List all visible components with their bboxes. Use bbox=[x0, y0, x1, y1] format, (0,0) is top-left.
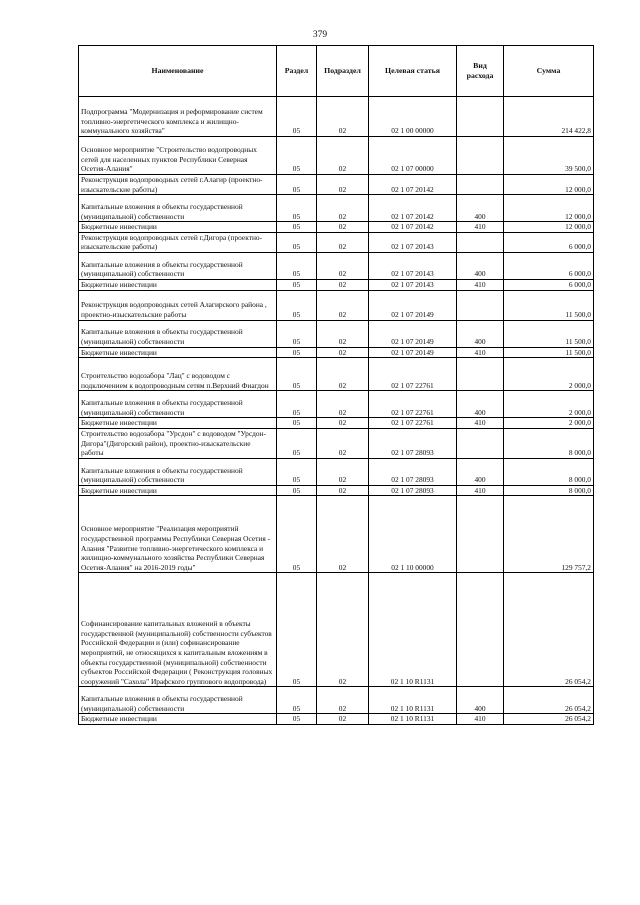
row-sum: 11 500,0 bbox=[504, 290, 594, 320]
table-row bbox=[79, 458, 594, 485]
table-row bbox=[79, 320, 594, 347]
row-target: 02 1 07 20143 bbox=[369, 279, 457, 290]
row-section: 05 bbox=[277, 485, 317, 496]
table-row bbox=[79, 418, 594, 429]
column-header-subsection: Подраздел bbox=[317, 46, 369, 97]
row-subsection: 02 bbox=[317, 428, 369, 458]
row-expense-type: 410 bbox=[457, 714, 504, 725]
table-row bbox=[79, 195, 594, 222]
row-name: Капитальные вложения в объекты государственной (муниципальной) собственности bbox=[79, 458, 277, 485]
row-target: 02 1 07 20149 bbox=[369, 347, 457, 358]
table-row bbox=[79, 137, 594, 175]
row-name: Бюджетные инвестиции bbox=[79, 714, 277, 725]
row-subsection: 02 bbox=[317, 222, 369, 233]
row-subsection: 02 bbox=[317, 391, 369, 418]
row-sum: 26 054,2 bbox=[504, 573, 594, 687]
table-row bbox=[79, 485, 594, 496]
row-subsection: 02 bbox=[317, 320, 369, 347]
row-section: 05 bbox=[277, 195, 317, 222]
row-target: 02 1 10 R1131 bbox=[369, 687, 457, 714]
row-name: Капитальные вложения в объекты государственной (муниципальной) собственности bbox=[79, 252, 277, 279]
table-row bbox=[79, 232, 594, 252]
row-name: Бюджетные инвестиции bbox=[79, 279, 277, 290]
row-name: Реконструкция водопроводных сетей г.Дигора (проектно-изыскательские работы) bbox=[79, 232, 277, 252]
row-sum: 11 500,0 bbox=[504, 347, 594, 358]
row-expense-type: 410 bbox=[457, 485, 504, 496]
row-section: 05 bbox=[277, 232, 317, 252]
row-name: Подпрограмма "Модернизация и реформирование систем топливно-энергетического комплекса и жилищно-коммунального хозяйства" bbox=[79, 97, 277, 137]
column-header-sum: Сумма bbox=[504, 46, 594, 97]
row-subsection: 02 bbox=[317, 573, 369, 687]
row-target: 02 1 07 20142 bbox=[369, 195, 457, 222]
row-section: 05 bbox=[277, 714, 317, 725]
row-target: 02 1 07 20149 bbox=[369, 290, 457, 320]
row-section: 05 bbox=[277, 320, 317, 347]
row-sum: 6 000,0 bbox=[504, 279, 594, 290]
row-name: Бюджетные инвестиции bbox=[79, 418, 277, 429]
row-expense-type bbox=[457, 137, 504, 175]
row-target: 02 1 07 22761 bbox=[369, 418, 457, 429]
budget-table bbox=[78, 45, 594, 725]
row-expense-type: 410 bbox=[457, 279, 504, 290]
table-row bbox=[79, 391, 594, 418]
row-section: 05 bbox=[277, 175, 317, 195]
row-sum: 214 422,8 bbox=[504, 97, 594, 137]
row-name: Бюджетные инвестиции bbox=[79, 222, 277, 233]
row-expense-type bbox=[457, 428, 504, 458]
row-name: Бюджетные инвестиции bbox=[79, 347, 277, 358]
row-section: 05 bbox=[277, 391, 317, 418]
row-subsection: 02 bbox=[317, 195, 369, 222]
row-expense-type bbox=[457, 232, 504, 252]
row-sum: 12 000,0 bbox=[504, 195, 594, 222]
row-expense-type bbox=[457, 290, 504, 320]
row-sum: 2 000,0 bbox=[504, 391, 594, 418]
table-row bbox=[79, 347, 594, 358]
row-subsection: 02 bbox=[317, 232, 369, 252]
column-header-name: Наименование bbox=[79, 46, 277, 97]
row-expense-type: 410 bbox=[457, 222, 504, 233]
table-row bbox=[79, 428, 594, 458]
row-subsection: 02 bbox=[317, 252, 369, 279]
row-expense-type: 410 bbox=[457, 418, 504, 429]
row-expense-type: 400 bbox=[457, 391, 504, 418]
row-section: 05 bbox=[277, 358, 317, 391]
row-target: 02 1 00 00000 bbox=[369, 97, 457, 137]
row-expense-type: 400 bbox=[457, 687, 504, 714]
row-section: 05 bbox=[277, 418, 317, 429]
row-sum: 6 000,0 bbox=[504, 252, 594, 279]
row-section: 05 bbox=[277, 347, 317, 358]
row-subsection: 02 bbox=[317, 347, 369, 358]
row-target: 02 1 07 22761 bbox=[369, 391, 457, 418]
row-section: 05 bbox=[277, 573, 317, 687]
row-sum: 8 000,0 bbox=[504, 485, 594, 496]
row-section: 05 bbox=[277, 458, 317, 485]
row-target: 02 1 07 20143 bbox=[369, 252, 457, 279]
row-section: 05 bbox=[277, 97, 317, 137]
column-header-expense-type: Вид расхода bbox=[457, 46, 504, 97]
row-expense-type: 400 bbox=[457, 320, 504, 347]
row-expense-type: 400 bbox=[457, 252, 504, 279]
table-row bbox=[79, 252, 594, 279]
row-sum: 26 054,2 bbox=[504, 714, 594, 725]
column-header-target: Целевая статья bbox=[369, 46, 457, 97]
row-section: 05 bbox=[277, 290, 317, 320]
row-expense-type bbox=[457, 358, 504, 391]
row-subsection: 02 bbox=[317, 175, 369, 195]
row-name: Реконструкция водопроводных сетей г.Алагир (проектно-изыскательские работы) bbox=[79, 175, 277, 195]
table-row bbox=[79, 714, 594, 725]
row-target: 02 1 07 28093 bbox=[369, 458, 457, 485]
row-target: 02 1 07 22761 bbox=[369, 358, 457, 391]
row-sum: 2 000,0 bbox=[504, 418, 594, 429]
table-row bbox=[79, 687, 594, 714]
row-name: Капитальные вложения в объекты государственной (муниципальной) собственности bbox=[79, 687, 277, 714]
row-expense-type bbox=[457, 496, 504, 573]
row-subsection: 02 bbox=[317, 418, 369, 429]
row-name: Софинансирование капитальных вложений в объекты государственной (муниципальной) собственности субъектов Российской Федерации и (или) софинансирование мероприятий, не относящихся к капитальным вложениям в объекты государственной (муниципальной) собственности субъектов Российской Федерации ( Реконструкция головных сооружений "Сахола" Ирафского группового водопровода) bbox=[79, 573, 277, 687]
row-sum: 12 000,0 bbox=[504, 175, 594, 195]
row-target: 02 1 07 20142 bbox=[369, 175, 457, 195]
table-row bbox=[79, 290, 594, 320]
row-target: 02 1 07 20149 bbox=[369, 320, 457, 347]
row-expense-type: 410 bbox=[457, 347, 504, 358]
row-target: 02 1 07 20143 bbox=[369, 232, 457, 252]
row-expense-type bbox=[457, 97, 504, 137]
table-row bbox=[79, 573, 594, 687]
row-sum: 8 000,0 bbox=[504, 458, 594, 485]
row-sum: 11 500,0 bbox=[504, 320, 594, 347]
row-expense-type bbox=[457, 175, 504, 195]
row-subsection: 02 bbox=[317, 290, 369, 320]
row-name: Капитальные вложения в объекты государственной (муниципальной) собственности bbox=[79, 320, 277, 347]
row-subsection: 02 bbox=[317, 137, 369, 175]
row-section: 05 bbox=[277, 687, 317, 714]
column-header-section: Раздел bbox=[277, 46, 317, 97]
row-expense-type: 400 bbox=[457, 195, 504, 222]
row-target: 02 1 07 28093 bbox=[369, 428, 457, 458]
table-row bbox=[79, 175, 594, 195]
table-row bbox=[79, 358, 594, 391]
row-sum: 129 757,2 bbox=[504, 496, 594, 573]
row-sum: 39 500,0 bbox=[504, 137, 594, 175]
row-expense-type bbox=[457, 573, 504, 687]
row-sum: 2 000,0 bbox=[504, 358, 594, 391]
row-sum: 26 054,2 bbox=[504, 687, 594, 714]
row-section: 05 bbox=[277, 496, 317, 573]
page-number: 379 bbox=[312, 30, 328, 40]
row-subsection: 02 bbox=[317, 687, 369, 714]
row-section: 05 bbox=[277, 252, 317, 279]
row-name: Бюджетные инвестиции bbox=[79, 485, 277, 496]
row-subsection: 02 bbox=[317, 496, 369, 573]
table-row bbox=[79, 496, 594, 573]
row-sum: 6 000,0 bbox=[504, 232, 594, 252]
row-subsection: 02 bbox=[317, 714, 369, 725]
row-name: Основное мероприятие "Строительство водопроводных сетей для населенных пунктов Республики Северная Осетия-Алания" bbox=[79, 137, 277, 175]
row-name: Реконструкция водопроводных сетей Алагирского района , проектно-изыскательские работы bbox=[79, 290, 277, 320]
row-name: Основное мероприятие "Реализация мероприятий государственной программы Республики Северная Осетия - Алания "Развитие топливно-энергетического комплекса и жилищно-коммунального хозяйства Республики Северная Осетия-Алания" на 2016-2019 годы" bbox=[79, 496, 277, 573]
row-target: 02 1 10 R1131 bbox=[369, 573, 457, 687]
row-section: 05 bbox=[277, 222, 317, 233]
row-target: 02 1 07 20142 bbox=[369, 222, 457, 233]
row-sum: 8 000,0 bbox=[504, 428, 594, 458]
row-section: 05 bbox=[277, 137, 317, 175]
row-name: Капитальные вложения в объекты государственной (муниципальной) собственности bbox=[79, 195, 277, 222]
row-target: 02 1 07 00000 bbox=[369, 137, 457, 175]
row-name: Капитальные вложения в объекты государственной (муниципальной) собственности bbox=[79, 391, 277, 418]
table-row bbox=[79, 222, 594, 233]
table-header-row bbox=[79, 46, 594, 97]
row-subsection: 02 bbox=[317, 97, 369, 137]
row-name: Строительство водозабора "Урсдон" с водоводом "Урсдон-Дигора"(Дигорский район), проектно-изыскательские работы bbox=[79, 428, 277, 458]
row-sum: 12 000,0 bbox=[504, 222, 594, 233]
row-subsection: 02 bbox=[317, 458, 369, 485]
row-name: Строительство водозабора "Лац" с водоводом с подключением к водопроводным сетям п.Верхний Фиагдон bbox=[79, 358, 277, 391]
row-section: 05 bbox=[277, 428, 317, 458]
row-subsection: 02 bbox=[317, 279, 369, 290]
row-subsection: 02 bbox=[317, 358, 369, 391]
table-row bbox=[79, 279, 594, 290]
row-target: 02 1 07 28093 bbox=[369, 485, 457, 496]
row-subsection: 02 bbox=[317, 485, 369, 496]
row-target: 02 1 10 R1131 bbox=[369, 714, 457, 725]
row-section: 05 bbox=[277, 279, 317, 290]
row-expense-type: 400 bbox=[457, 458, 504, 485]
row-target: 02 1 10 00000 bbox=[369, 496, 457, 573]
table-row bbox=[79, 97, 594, 137]
